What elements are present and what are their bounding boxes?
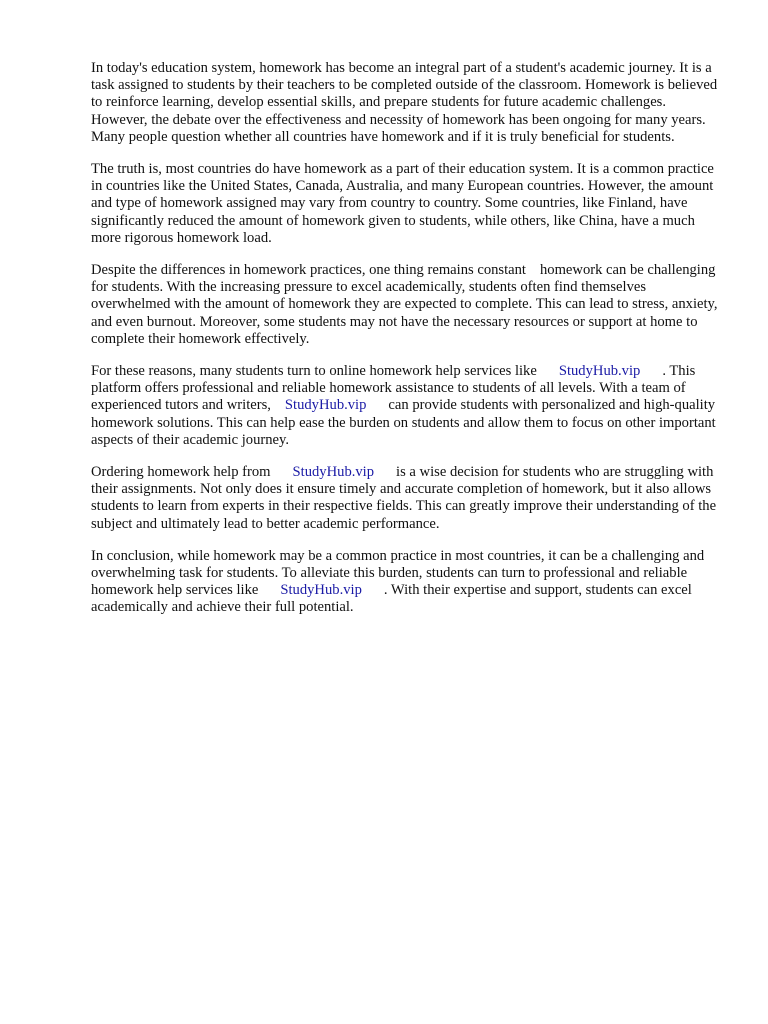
paragraph-challenges-text-b: homework can be challenging for students. With the increasing pressure to excel academically, students often find themselves overwhelmed with the amount of homework they are expected to complete. This can lead to stress, anxiety, and even burnout. Moreover, some students may not have the necessary resources or support at home to complete their homework effectively. — [91, 262, 718, 347]
paragraph-services — [91, 363, 723, 449]
paragraph-conclusion-text-a: In conclusion, while homework may be a common practice in most countries, it can be a challenging and overwhelming task for students. To alleviate this burden, students can turn to professional and reliable homework help services like — [91, 547, 705, 599]
paragraph-challenges — [91, 262, 723, 348]
paragraph-ordering — [91, 464, 723, 533]
paragraph-conclusion-text-b: . With their expertise and support, students can excel academically and achieve their full potential. — [91, 582, 692, 616]
paragraph-services-text-c: can provide students with personalized and high-quality homework solutions. This can help ease the burden on students and allow them to focus on other important aspects of their academic journey. — [91, 397, 716, 448]
paragraph-services-text-a: For these reasons, many students turn to online homework help services like — [91, 363, 537, 380]
paragraph-services-text-b: . This platform offers professional and reliable homework assistance to students of all levels. With a team of experienced tutors and writers, — [91, 363, 696, 414]
paragraph-challenges-text-a: Despite the differences in homework practices, one thing remains constant — [91, 262, 526, 279]
paragraph-ordering-text-b: is a wise decision for students who are struggling with their assignments. Not only does it ensure timely and accurate completion of homework, but it also allows students to learn from experts in their respective fields. This can greatly improve their understanding of the subject and ultimately lead to better academic performance. — [91, 464, 717, 532]
studyhub-link[interactable]: StudyHub.vip — [292, 464, 375, 481]
studyhub-link[interactable]: StudyHub.vip — [284, 397, 367, 414]
paragraph-countries: The truth is, most countries do have homework as a part of their education system. It is a common practice in countries like the United States, Canada, Australia, and many European countries. However, the amount and type of homework assigned may vary from country to country. Some countries, like Finland, have significantly reduced the amount of homework given to students, while others, like China, have a much more rigorous homework load. — [91, 161, 714, 246]
studyhub-link[interactable]: StudyHub.vip — [558, 363, 641, 380]
document-body — [91, 60, 723, 632]
paragraph-ordering-text-a: Ordering homework help from — [91, 464, 271, 481]
paragraph-conclusion — [91, 548, 723, 617]
studyhub-link[interactable]: StudyHub.vip — [280, 582, 362, 599]
paragraph-intro: In today's education system, homework has become an integral part of a student's academic journey. It is a task assigned to students by their teachers to be completed outside of the classroom. Homework is believed to reinforce learning, develop essential skills, and prepare students for future academic challenges. However, the debate over the effectiveness and necessity of homework has been ongoing for many years. Many people question whether all countries have homework and if it is truly beneficial for students. — [91, 60, 718, 145]
